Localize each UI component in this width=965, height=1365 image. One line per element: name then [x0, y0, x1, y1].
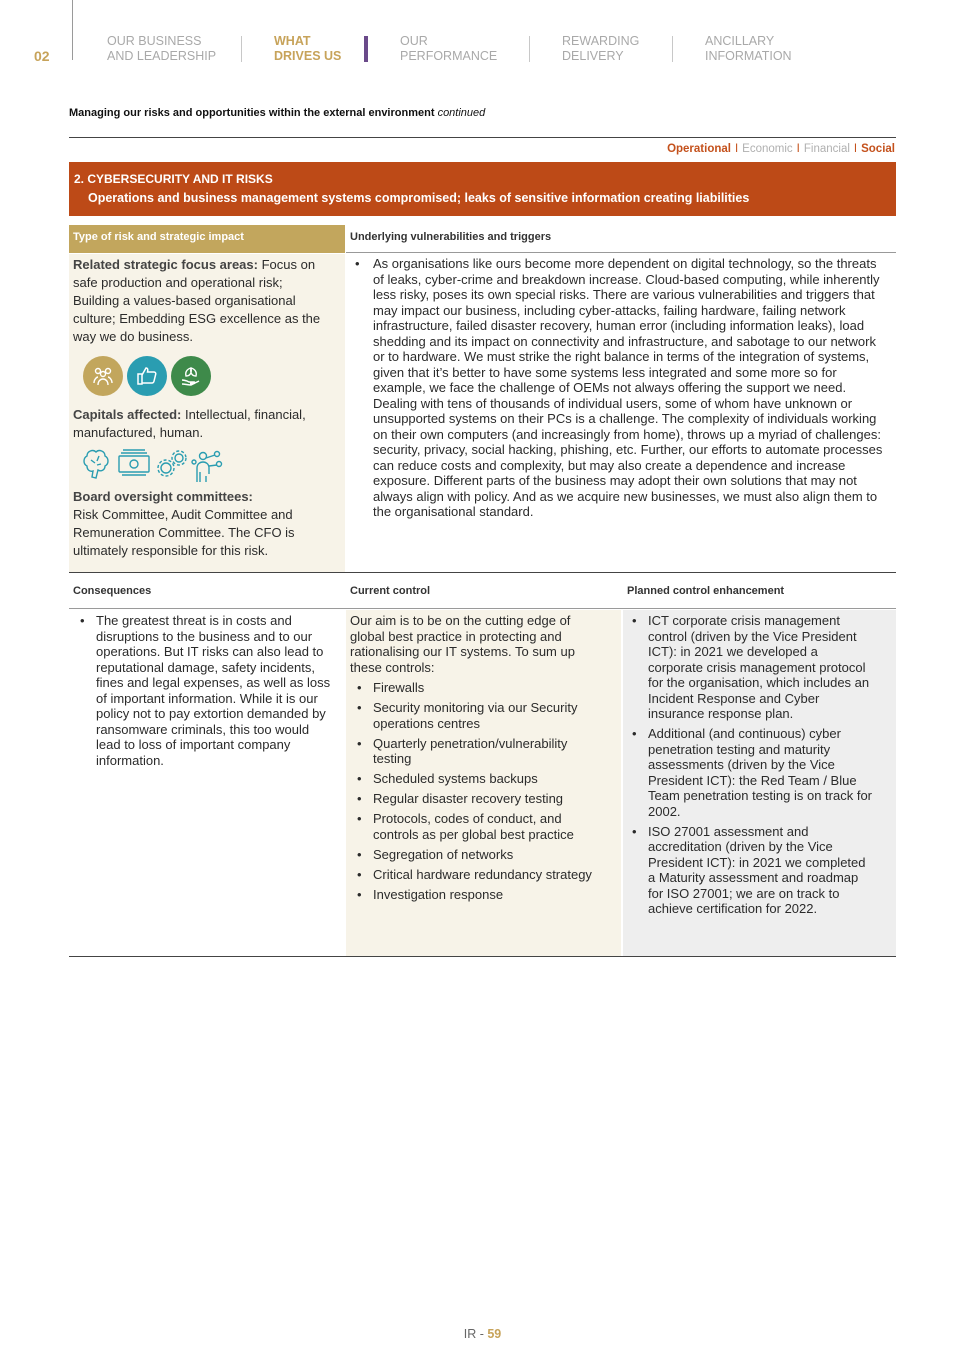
thumbs-up-icon: [127, 356, 167, 396]
risk-banner: [69, 162, 896, 216]
control-item: • Scheduled systems backups: [350, 771, 603, 787]
top-rule: [69, 137, 896, 138]
section-number: 02: [34, 48, 50, 64]
capitals-label: Capitals affected:: [73, 407, 182, 422]
header-divider: [72, 0, 73, 60]
column-header-type-of-risk: Type of risk and strategic impact: [69, 225, 345, 253]
header-rule: [69, 608, 896, 609]
nav-label: DELIVERY: [562, 49, 624, 63]
board-label: Board oversight committees:: [73, 489, 253, 504]
tag-operational: Operational: [667, 143, 731, 155]
column-header-current-control: Current control: [350, 585, 431, 597]
nav-label: REWARDING: [562, 34, 640, 48]
consequence-item: • The greatest threat is in costs and disruptions to the business and to our operations. But IT risks can also lead to reputational damage, safety incidents, fines and legal expenses, as well as loss of important information. While it is our policy not to pay extortion demanded by ransomware criminals, this too would lead to loss of important company information.: [73, 613, 333, 768]
nav-label: ANCILLARY: [705, 34, 775, 48]
mid-rule: [69, 572, 896, 573]
control-item: • Critical hardware redundancy strategy: [350, 867, 603, 883]
nav-separator: [529, 36, 530, 62]
control-item: • Regular disaster recovery testing: [350, 791, 603, 807]
risk-category-tags: Operational I Economic I Financial I Social: [667, 143, 895, 155]
money-icon: [119, 450, 149, 475]
nav-ancillary-information[interactable]: [705, 34, 792, 64]
section-heading: [69, 107, 485, 119]
page-footer: [0, 1327, 965, 1341]
tag-financial: Financial: [803, 143, 850, 155]
control-item: • Quarterly penetration/vulnerability testing: [350, 736, 603, 767]
brain-icon: [84, 451, 108, 478]
board-text: Risk Committee, Audit Committee and Remuneration Committee. The CFO is ultimately responsible for this risk.: [73, 507, 295, 558]
focus-areas: [73, 256, 331, 346]
nav-active-indicator: [364, 36, 368, 62]
tag-social: Social: [861, 143, 895, 155]
bottom-rule: [69, 956, 896, 957]
column-header-planned: Planned control enhancement: [627, 585, 785, 597]
gears-icon: [158, 451, 186, 476]
section-heading-bold: Managing our risks and opportunities within the external environment: [69, 107, 435, 119]
human-network-icon: [192, 452, 222, 483]
vulnerabilities-text: • As organisations like ours become more dependent on digital technology, so the threats of leaks, cyber-crime and breakdown increase. Cloud-based computing, while inherently less risky, poses its own special risks. There are various vulnerabilities and triggers that may impact our business, including cyber-attacks, failing hardware, failing network infrastructure, failed disaster recovery, human error (including information leaks), load shedding and its impact on connectivity and infrastructure, and sabotage to our network or to hardware. We must strike the right balance in terms of the integration of systems, given that it’s better to have some systems less integrated and some more so for example, we face the challenge of OEMs not always offering the support we need. Dealing with tens of thousands of individual users, some of whom have unknown or unsupported systems on their PCs is a challenge. The complexity of individuals working on their own computers (and increasingly from home), throws up a myriad of challenges: security, privacy, social hacking, phishing, etc. Further, our efforts to automate processes can reduce costs and complexity, but may also create a dependence and increase exposure. Different parts of the business may adopt their own solutions that may not always align with policy. And as we acquire new businesses, we must also align them to the organisational standard.: [353, 256, 889, 520]
control-item: • Investigation response: [350, 887, 603, 903]
planned-enhancement-panel: [623, 610, 896, 956]
leaf-hand-icon: [171, 356, 211, 396]
nav-rewarding-delivery[interactable]: [562, 34, 639, 64]
nav-separator: [672, 36, 673, 62]
risk-subtitle: Operations and business management systems compromised; leaks of sensitive information creating liabilities: [88, 191, 750, 205]
focus-areas-text: Focus on safe production and operational risk; Building a values-based organisational culture; Embedding ESG excellence as the way we do business.: [73, 257, 321, 344]
board-oversight: [73, 488, 335, 560]
current-control-intro: Our aim is to be on the cutting edge of global best practice in protecting and rationalising our IT systems. To sum up these controls:: [350, 613, 575, 675]
consequences-panel: [69, 610, 345, 956]
planned-item: • ICT corporate crisis management control (driven by the Vice President ICT): in 2021 we developed a corporate crisis management protocol for the organisation, which includes an Incident Response and Cyber insurance response plan.: [625, 613, 872, 722]
nav-label: INFORMATION: [705, 49, 792, 63]
capitals-text: Intellectual, financial, manufactured, human.: [73, 407, 306, 440]
nav-label: PERFORMANCE: [400, 49, 498, 63]
nav-label: OUR BUSINESS: [107, 34, 202, 48]
nav-label: OUR: [400, 34, 428, 48]
vulnerabilities-panel: [353, 256, 889, 520]
control-item: • Segregation of networks: [350, 847, 603, 863]
column-header-vulnerabilities: Underlying vulnerabilities and triggers: [346, 225, 896, 253]
planned-item: • Additional (and continuous) cyber penetration testing and maturity assessments (driven by the Vice President ICT): the Red Team / Blue Team penetration testing is on track for 2002.: [625, 726, 872, 819]
nav-our-performance[interactable]: [400, 34, 497, 64]
nav-label: AND LEADERSHIP: [107, 49, 217, 63]
control-item: • Protocols, codes of conduct, and controls as per global best practice: [350, 811, 603, 842]
control-item: • Firewalls: [350, 680, 603, 696]
control-item: • Security monitoring via our Security operations centres: [350, 700, 603, 731]
footer-page-number: 59: [487, 1327, 502, 1341]
planned-item: • ISO 27001 assessment and accreditation (driven by the Vice President ICT): in 2021 we completed a Maturity assessment and roadmap for ISO 27001; we are on track to achieve certification for 2022.: [625, 824, 872, 917]
risk-impact-panel: [69, 254, 345, 572]
capitals-icons: [81, 446, 226, 482]
risk-title: 2. CYBERSECURITY AND IT RISKS: [74, 172, 273, 186]
nav-our-business[interactable]: [107, 34, 216, 64]
section-heading-continued: continued: [437, 107, 486, 119]
nav-what-drives-us[interactable]: [274, 34, 341, 64]
nav-label: WHAT: [274, 34, 311, 48]
current-control-panel: [346, 610, 621, 956]
nav-separator: [241, 36, 242, 62]
nav-label: DRIVES US: [274, 49, 342, 63]
tag-economic: Economic: [742, 143, 793, 155]
footer-prefix: IR -: [463, 1327, 488, 1341]
column-header-consequences: Consequences: [73, 585, 152, 597]
focus-areas-label: Related strategic focus areas:: [73, 257, 258, 272]
people-icon: [83, 356, 123, 396]
capitals-affected: [73, 406, 331, 442]
